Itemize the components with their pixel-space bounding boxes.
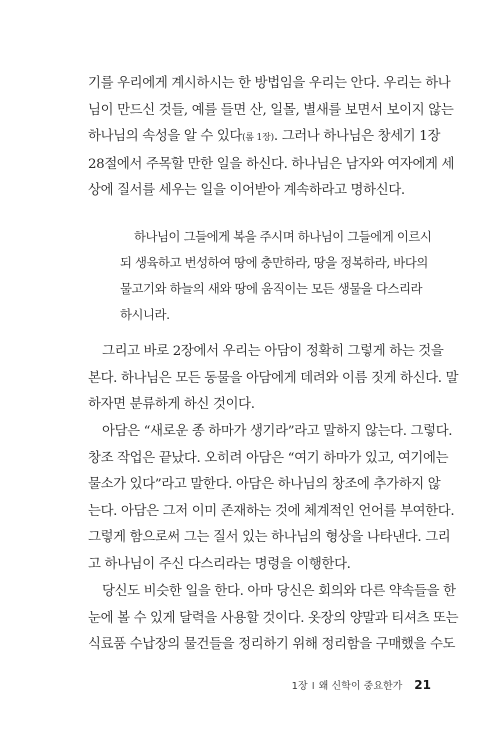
text-line: 28절에서 주목할 만한 일을 하신다. 하나님은 남자와 여자에게 세 [88,156,455,172]
scripture-quote [120,224,432,328]
page-footer [292,677,431,692]
scripture-reference: (롬 1장) [242,133,274,144]
text-line: 상에 질서를 세우는 일을 이어받아 계속하라고 명하신다. [88,183,405,199]
body-paragraph-2 [88,339,459,419]
text-segment: 하나님의 속성을 알 수 있다 [88,129,243,145]
text-line: 당신도 비슷한 일을 한다. 아마 당신은 회의와 다른 약속들을 한 [102,584,456,599]
chapter-title: 왜 신학이 중요한가 [318,681,403,692]
body-paragraph-1 [88,71,455,205]
text-line: 아담은 “새로운 종 하마가 생기라”라고 말하지 않는다. 그렇다. [102,424,453,439]
chapter-label: 1장 [291,681,308,692]
text-line: 님이 만드신 것들, 예를 들면 산, 일몰, 별새를 보면서 보이지 않는 [88,102,454,118]
text-line [88,124,441,152]
text-line: 는다. 아담은 그저 이미 존재하는 것에 체계적인 언어를 부여한다. [88,503,455,519]
quote-line: 하시니라. [120,307,170,322]
text-line: 본다. 하나님은 모든 동물을 아담에게 데려와 이름 짓게 하신다. 말 [88,370,459,386]
text-line: 그리고 바로 2장에서 우리는 아담이 정확히 그렇게 하는 것을 [102,344,444,359]
text-line: 하자면 분류하게 하신 것이다. [88,397,255,413]
text-line: 물소가 있다”라고 말한다. 아담은 하나님의 창조에 추가하지 않 [88,477,441,493]
body-paragraph-4 [88,579,459,659]
text-line: 눈에 볼 수 있게 달력을 사용할 것이다. 옷장의 양말과 티셔츠 또는 [88,610,459,626]
footer-separator: I [311,681,315,692]
quote-line: 되 생육하고 번성하여 땅에 충만하라, 땅을 정복하라, 바다의 [120,255,428,270]
text-line: 고 하나님이 주신 다스리라는 명령을 이행한다. [88,556,351,572]
text-line: 식료품 수납장의 물건들을 정리하기 위해 정리함을 구매했을 수도 [88,637,456,653]
text-segment: . 그러나 하나님은 창세기 1장 [273,129,441,145]
page-number: 21 [414,678,431,692]
quote-line: 물고기와 하늘의 새와 땅에 움직이는 모든 생물을 다스리라 [120,281,422,296]
body-paragraph-3 [88,419,455,579]
text-line: 기를 우리에게 계시하시는 한 방법임을 우리는 안다. 우리는 하나 [88,76,451,91]
quote-line: 하나님이 그들에게 복을 주시며 하나님이 그들에게 이르시 [134,229,432,244]
text-line: 창조 작업은 끝났다. 오히려 아담은 “여기 하마가 있고, 여기에는 [88,450,449,466]
text-line: 그렇게 함으로써 그는 질서 있는 하나님의 형상을 나타낸다. 그리 [88,530,451,546]
